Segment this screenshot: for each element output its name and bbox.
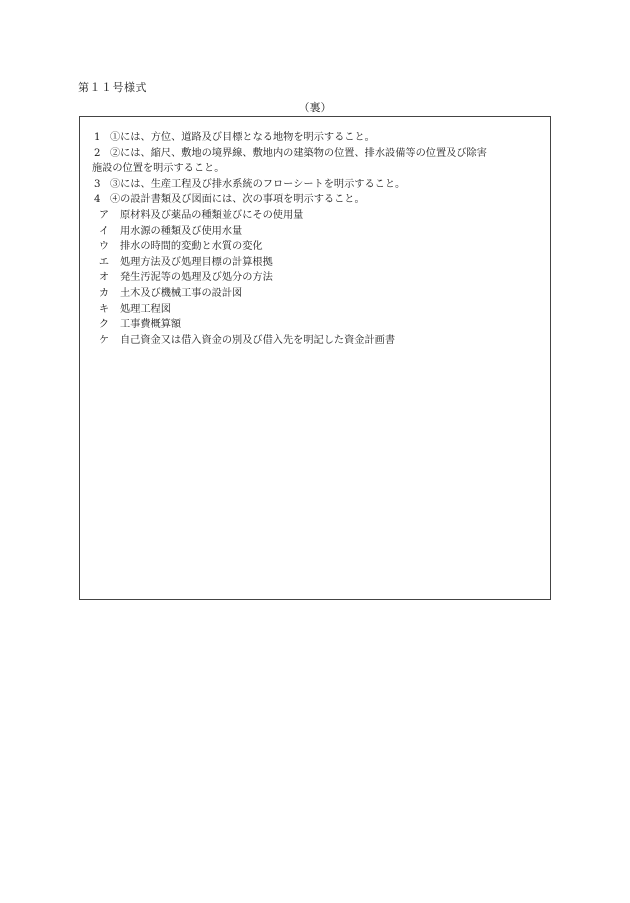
sub-item [92,286,547,302]
note-text: ①には、方位、道路及び目標となる地物を明示すること。 [110,132,375,143]
note-item [92,192,547,208]
sub-item-text: 処理工程図 [120,303,171,315]
sub-item-marker: オ [98,272,110,284]
sub-item-text: 用水源の種類及び使用水量 [120,225,243,237]
sub-item-marker: ケ [98,334,110,346]
sub-item-marker: エ [98,256,110,268]
sub-item [92,224,547,240]
note-text: 施設の位置を明示すること。 [92,163,225,175]
sub-item [92,239,547,255]
note-item [92,130,547,146]
sub-item [92,270,547,286]
sub-item-text: 自己資金又は借入資金の別及び借入先を明記した資金計画書 [120,334,396,346]
sub-item [92,302,547,318]
note-item [92,146,547,162]
sub-item-text: 工事費概算額 [120,319,182,331]
sub-item [92,317,547,333]
note-text: ④の設計書類及び図面には、次の事項を明示すること。 [110,194,365,206]
sub-item-marker: キ [98,303,110,315]
note-number: 4 [94,194,101,206]
sub-item-text: 処理方法及び処理目標の計算根拠 [120,256,273,268]
sub-item-text: 原材料及び薬品の種類並びにその使用量 [120,209,304,221]
sub-item-text: 排水の時間的変動と水質の変化 [120,241,263,253]
note-text: ②には、縮尺、敷地の境界線、敷地内の建築物の位置、排水設備等の位置及び除害 [110,147,487,159]
sub-item-marker: ア [98,209,110,221]
note-number: 1 [94,132,101,143]
note-text: ③には、生産工程及び排水系統のフローシートを明示すること。 [110,178,406,190]
form-number: 第１１号様式 [78,81,147,94]
sub-item [92,208,547,224]
note-number: 3 [94,178,101,190]
sub-item-marker: ク [98,319,110,331]
sub-item [92,333,547,349]
notes-list [92,130,547,348]
sub-item-marker: ウ [98,241,110,253]
sub-item-text: 発生汚泥等の処理及び処分の方法 [120,272,273,284]
note-item [92,177,547,193]
side-label: （裏） [298,101,332,114]
sub-item-marker: イ [98,225,110,237]
sub-item [92,255,547,271]
sub-item-text: 土木及び機械工事の設計図 [120,287,243,299]
note-number: 2 [94,147,101,159]
sub-item-marker: カ [98,287,110,299]
note-item-continuation [92,161,547,177]
